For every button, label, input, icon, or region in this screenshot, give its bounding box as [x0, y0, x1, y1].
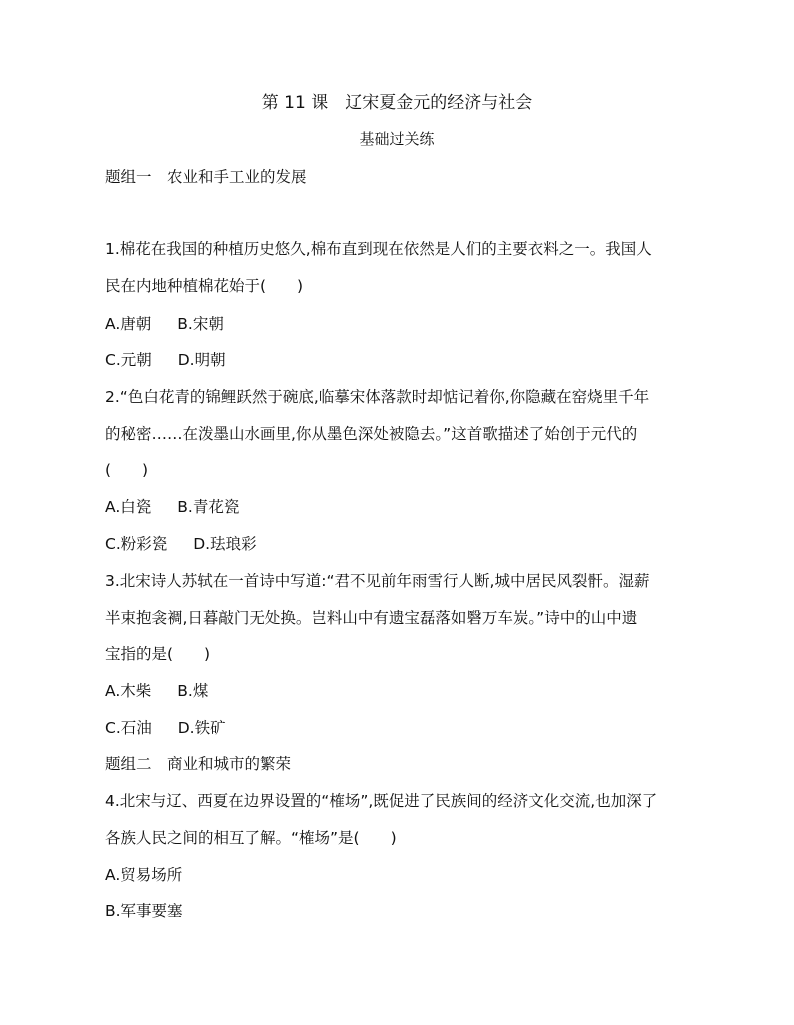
question-text-line: 各族人民之间的相互了解。“榷场”是( ): [105, 829, 397, 847]
question-text-line: 4.北宋与辽、西夏在边界设置的“榷场”,既促进了民族间的经济文化交流,也加深了: [105, 792, 658, 810]
option-a[interactable]: A.白瓷: [105, 498, 152, 516]
question-text-line: 1.棉花在我国的种植历史悠久,棉布直到现在依然是人们的主要衣料之一。我国人: [105, 240, 652, 258]
option-c[interactable]: C.粉彩瓷: [105, 535, 168, 553]
group-heading: 题组一 农业和手工业的发展: [105, 168, 307, 186]
option-row: [105, 900, 183, 922]
section-subtitle: 基础过关练: [359, 130, 435, 148]
option-a[interactable]: A.唐朝: [105, 315, 152, 333]
option-c[interactable]: C.石油: [105, 719, 152, 737]
option-d[interactable]: D.明朝: [177, 351, 226, 369]
option-a[interactable]: A.贸易场所: [105, 866, 183, 884]
question-text-line: 的秘密……在泼墨山水画里,你从墨色深处被隐去。”这首歌描述了始创于元代的: [105, 425, 638, 443]
option-row: [105, 349, 226, 371]
option-c[interactable]: C.元朝: [105, 351, 152, 369]
option-row: [105, 680, 208, 702]
question-text-line: 宝指的是( ): [105, 645, 211, 663]
option-row: [105, 313, 224, 335]
question-text-line: 民在内地种植棉花始于( ): [105, 277, 304, 295]
question-text-line: 2.“色白花青的锦鲤跃然于碗底,临摹宋体落款时却惦记着你,你隐藏在窑烧里千年: [105, 388, 650, 406]
option-b[interactable]: B.煤: [177, 682, 209, 700]
group-heading: 题组二 商业和城市的繁荣: [105, 755, 292, 773]
option-b[interactable]: B.青花瓷: [177, 498, 240, 516]
question-text-line: ( ): [105, 461, 149, 479]
option-row: [105, 717, 226, 739]
option-row: [105, 496, 239, 518]
option-a[interactable]: A.木柴: [105, 682, 152, 700]
option-d[interactable]: D.铁矿: [177, 719, 226, 737]
option-b[interactable]: B.宋朝: [177, 315, 224, 333]
question-text-line: 半束抱衾裯,日暮敲门无处换。岂料山中有遗宝磊落如䃜万车炭。”诗中的山中遗: [105, 609, 638, 627]
option-row: [105, 533, 257, 555]
question-text-line: 3.北宋诗人苏轼在一首诗中写道:“君不见前年雨雪行人断,城中居民风裂骭。湿薪: [105, 572, 650, 590]
lesson-title: 第 11 课 辽宋夏金元的经济与社会: [261, 93, 533, 113]
option-b[interactable]: B.军事要塞: [105, 902, 183, 920]
option-row: [105, 864, 182, 886]
option-d[interactable]: D.珐琅彩: [193, 535, 257, 553]
